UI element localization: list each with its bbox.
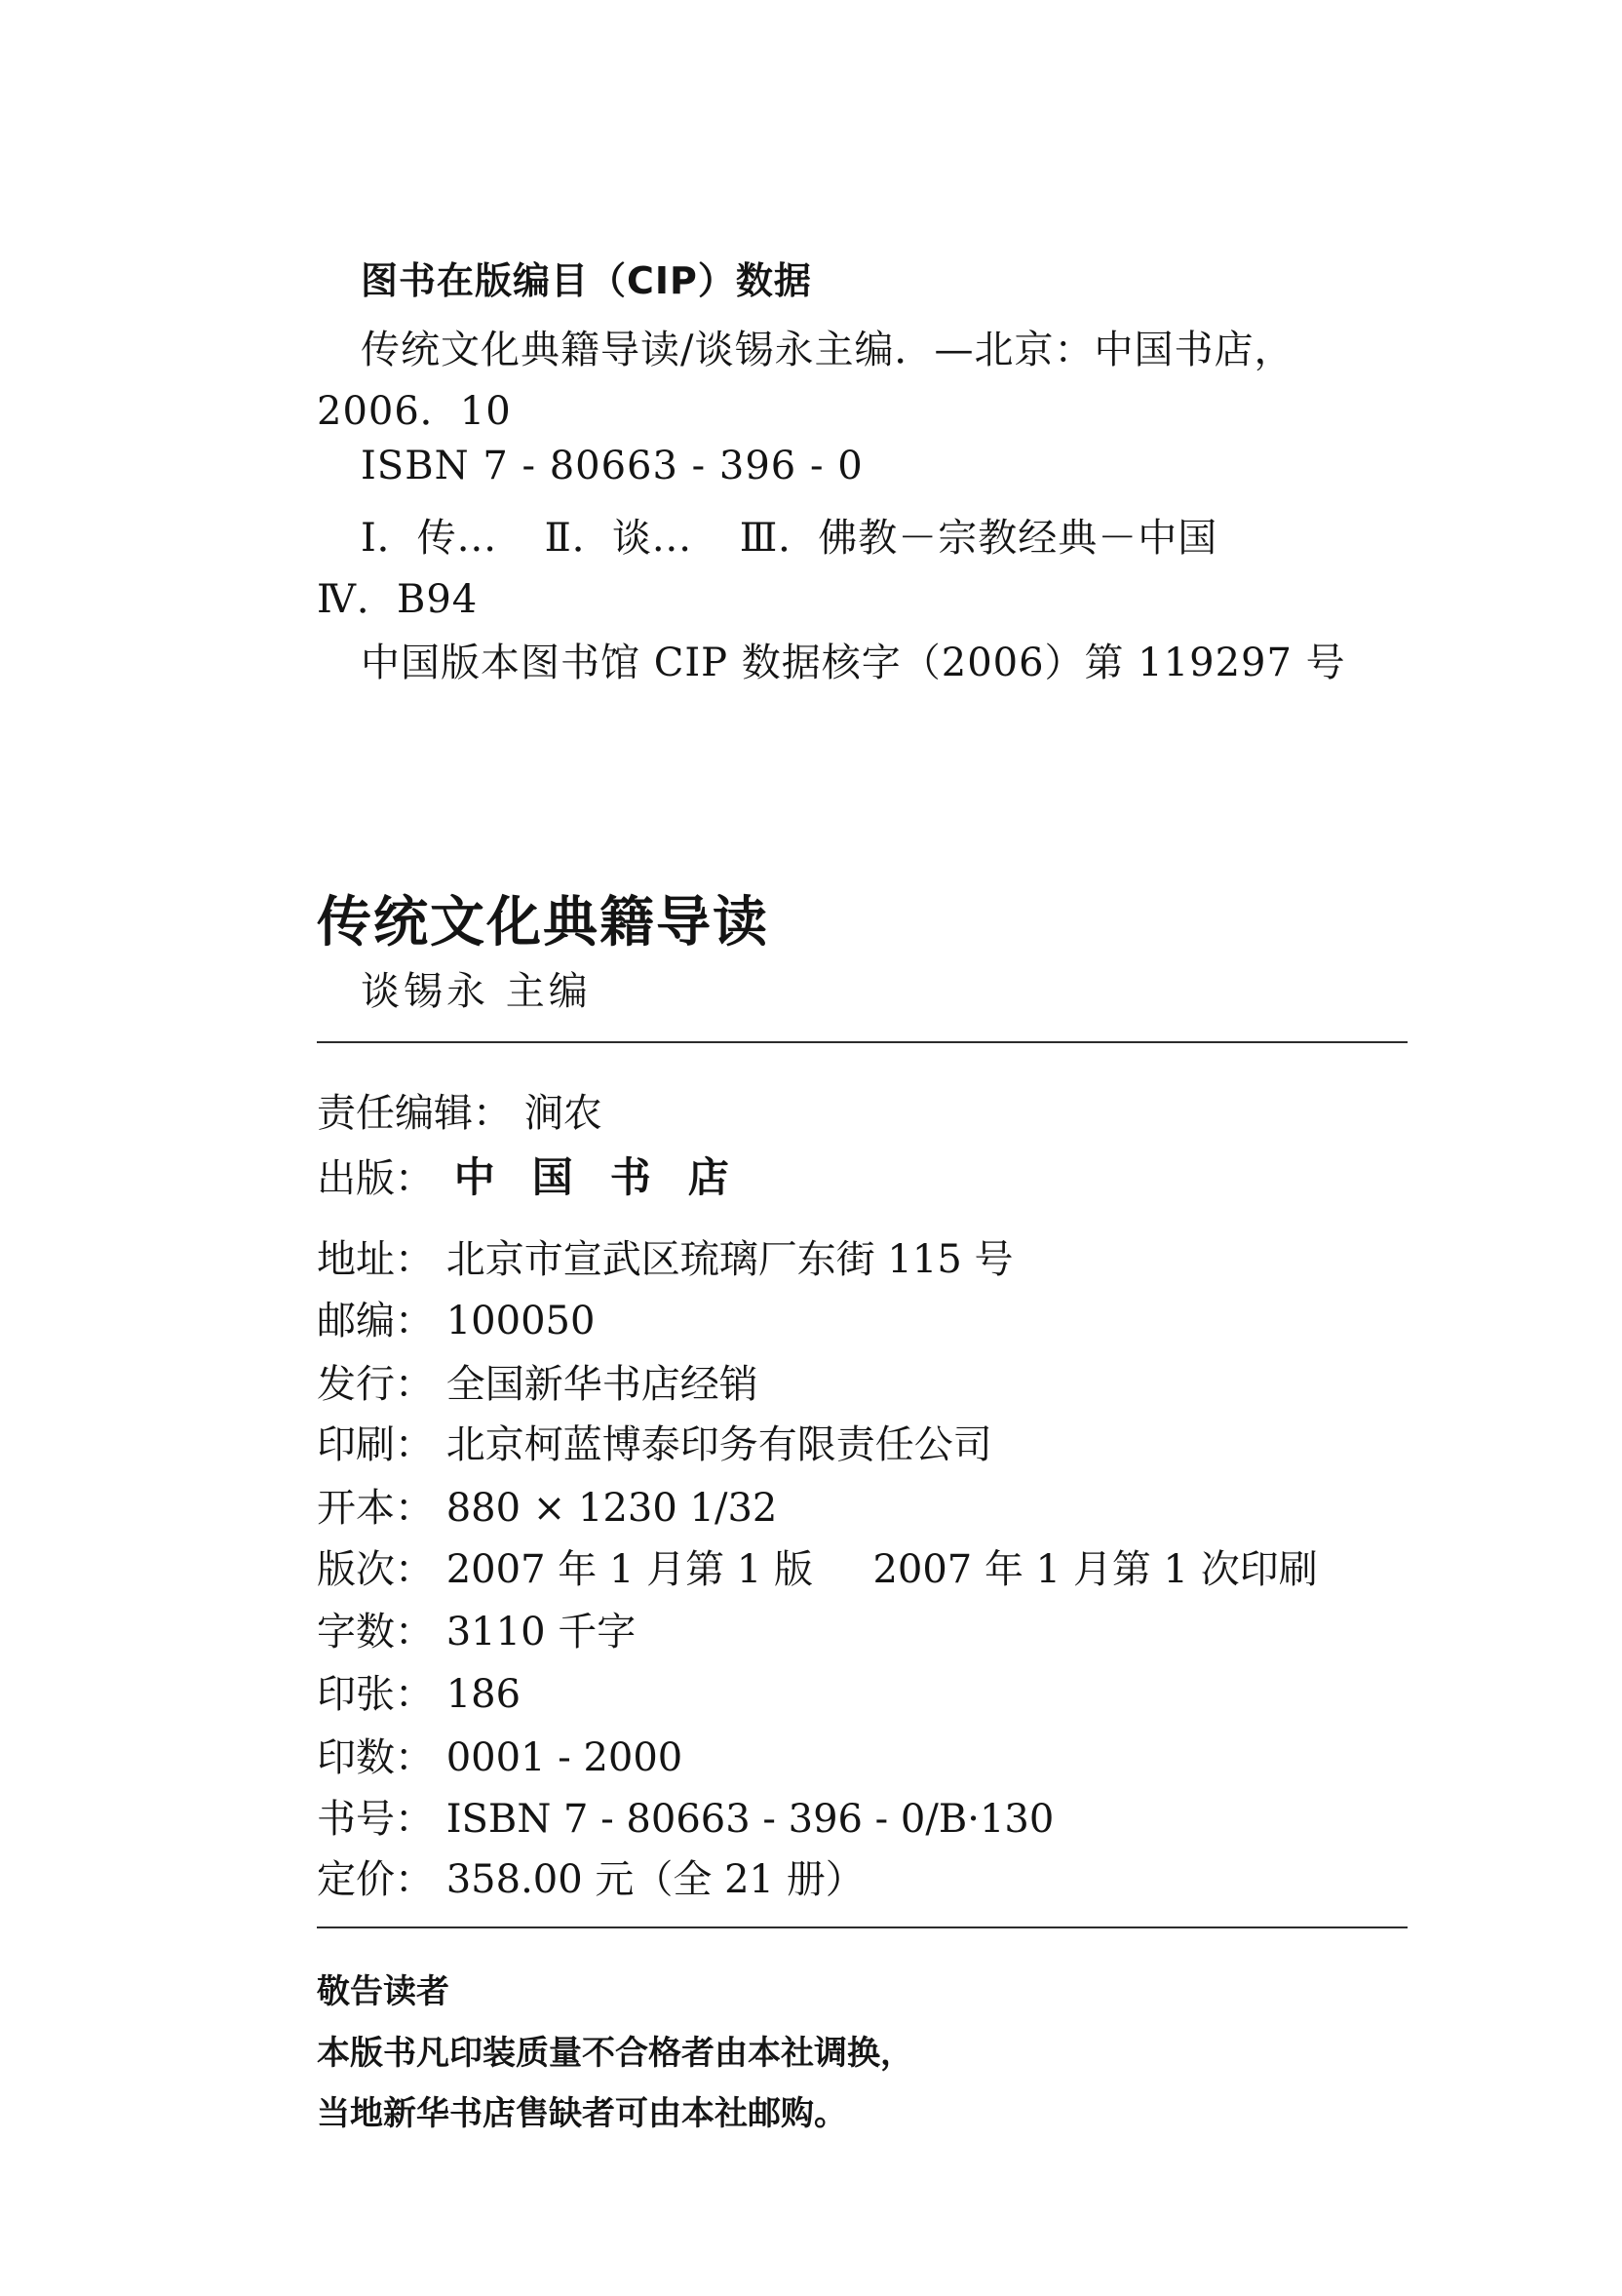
- notice-line: 当地新华书店售缺者可由本社邮购。: [317, 2094, 847, 2133]
- publication-label: 开本：: [317, 1486, 434, 1531]
- publication-label: 印刷：: [317, 1422, 434, 1467]
- cip-line: 传统文化典籍导读/谈锡永主编．—北京：中国书店，: [361, 328, 1294, 372]
- publication-value: 100050: [445, 1299, 596, 1343]
- publication-row: [317, 1477, 777, 1533]
- publication-value: 北京柯蓝博泰印务有限责任公司: [445, 1422, 992, 1467]
- publication-value: 186: [445, 1672, 521, 1717]
- publication-label: 发行：: [317, 1362, 434, 1407]
- publication-value: 880 × 1230 1/32: [445, 1486, 778, 1531]
- publication-label: 字数：: [317, 1610, 434, 1654]
- publication-value: 全国新华书店经销: [445, 1362, 758, 1407]
- publication-row: [317, 1353, 758, 1409]
- publication-value: 358.00 元（全 21 册）: [445, 1857, 865, 1902]
- publication-row: [317, 1538, 1318, 1594]
- publication-label: 责任编辑：: [317, 1091, 512, 1136]
- notice-line: 本版书凡印装质量不合格者由本社调换，: [317, 2034, 913, 2073]
- cip-heading: 图书在版编目（CIP）数据: [361, 259, 812, 302]
- cip-line: 中国版本图书馆 CIP 数据核字（2006）第 119297 号: [361, 641, 1346, 685]
- publication-row: [317, 1601, 636, 1656]
- publication-label: 邮编：: [317, 1299, 434, 1343]
- publication-label: 定价：: [317, 1857, 434, 1902]
- publication-row: [317, 1663, 521, 1719]
- book-title: 传统文化典籍导读: [317, 891, 769, 954]
- publisher-mark: 中国书店: [453, 1153, 766, 1201]
- publication-value: 2007 年 1 月第 1 次印刷: [872, 1547, 1318, 1592]
- publication-row: [317, 1848, 865, 1904]
- publication-label: 出版：: [317, 1156, 434, 1201]
- cip-line: Ⅰ．传... Ⅱ．谈... Ⅲ．佛教－宗教经典－中国: [361, 516, 1218, 561]
- cip-line: Ⅳ．B94: [317, 577, 479, 622]
- notice-title: 敬告读者: [317, 1972, 449, 2011]
- publication-label: 版次：: [317, 1547, 434, 1592]
- publication-value: 北京市宣武区琉璃厂东街 115 号: [445, 1237, 1014, 1282]
- publication-row: [317, 1414, 992, 1469]
- publication-row: [317, 1788, 1054, 1844]
- divider-top: [317, 1041, 1408, 1043]
- publication-value: 2007 年 1 月第 1 版: [445, 1547, 813, 1592]
- publication-row: [317, 1082, 602, 1138]
- cip-line: ISBN 7 - 80663 - 396 - 0: [361, 444, 864, 488]
- publication-label: 书号：: [317, 1797, 434, 1842]
- divider-bottom: [317, 1926, 1408, 1928]
- book-editor-line: 谈锡永 主编: [361, 969, 592, 1014]
- publication-value: 涧农: [523, 1091, 602, 1136]
- cip-line: 2006．10: [317, 389, 512, 434]
- publication-row: [317, 1228, 1014, 1284]
- publication-label: 印张：: [317, 1672, 434, 1717]
- publication-value: 3110 千字: [445, 1610, 637, 1654]
- publication-label: 地址：: [317, 1237, 434, 1282]
- publication-row: [317, 1146, 766, 1204]
- publication-row: [317, 1727, 682, 1782]
- publication-value: ISBN 7 - 80663 - 396 - 0/B·130: [445, 1797, 1055, 1842]
- publication-row: [317, 1290, 595, 1345]
- publication-value: 0001 - 2000: [445, 1735, 683, 1780]
- publication-label: 印数：: [317, 1735, 434, 1780]
